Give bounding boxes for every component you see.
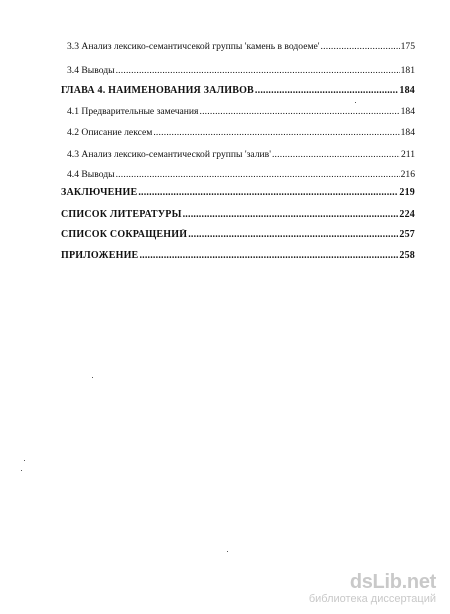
toc-chapter-page: 224	[399, 209, 415, 220]
toc-leader-dots	[255, 85, 398, 97]
toc-entry-label: 3.3 Анализ лексико-семантичсекой группы 'камень в водоеме'	[67, 41, 320, 52]
toc-chapter-label: СПИСОК СОКРАЩЕНИЙ	[61, 229, 188, 240]
toc-chapter-page: 219	[399, 187, 415, 198]
toc-chapter-label: СПИСОК ЛИТЕРАТУРЫ	[61, 209, 182, 220]
toc-leader-dots	[321, 41, 400, 53]
scan-speck	[21, 470, 22, 471]
toc-entry-page: 211	[400, 149, 415, 160]
toc-leader-dots	[183, 209, 399, 221]
toc-entry-label: 4.4 Выводы	[67, 169, 115, 180]
toc-entry-page: 184	[400, 106, 415, 117]
toc-entry-page: 181	[400, 65, 415, 76]
toc-entry-label: 3.4 Выводы	[67, 65, 115, 76]
toc-entry-page: 216	[400, 169, 415, 180]
toc-entry-label: 4.3 Анализ лексико-семантической группы 'залив'	[67, 149, 271, 160]
scan-speck	[355, 102, 356, 103]
toc-leader-dots	[138, 187, 398, 199]
toc-chapter-page: 257	[399, 229, 415, 240]
toc-conclusion[interactable]	[61, 187, 415, 199]
watermark-tagline: библиотека диссертаций	[308, 593, 436, 605]
toc-chapter-label: ГЛАВА 4. НАИМЕНОВАНИЯ ЗАЛИВОВ	[61, 85, 254, 96]
toc-leader-dots	[116, 65, 400, 77]
toc-leader-dots	[199, 106, 399, 118]
toc-appendix[interactable]	[61, 250, 415, 262]
toc-entry-3-3[interactable]	[67, 41, 415, 53]
toc-entry-4-1[interactable]	[67, 106, 415, 118]
toc-chapter-label: ПРИЛОЖЕНИЕ	[61, 250, 139, 261]
toc-entry-page: 184	[400, 127, 415, 138]
toc-entry-4-2[interactable]	[67, 127, 415, 139]
toc-chapter-page: 258	[399, 250, 415, 261]
scan-speck	[92, 377, 93, 378]
watermark	[309, 571, 436, 606]
scan-speck	[227, 551, 228, 552]
toc-leader-dots	[272, 149, 400, 161]
scan-speck	[24, 460, 25, 461]
toc-leader-dots	[116, 169, 400, 181]
toc-abbreviations[interactable]	[61, 229, 415, 241]
toc-entry-4-3[interactable]	[67, 149, 415, 161]
toc-entry-page: 175	[400, 41, 415, 52]
toc-leader-dots	[139, 250, 398, 262]
toc-entry-label: 4.1 Предварительные замечания	[67, 106, 199, 117]
toc-chapter-label: ЗАКЛЮЧЕНИЕ	[61, 187, 138, 198]
toc-entry-3-4[interactable]	[67, 65, 415, 77]
watermark-logo: dsLib.net	[349, 571, 436, 593]
toc-leader-dots	[188, 229, 398, 241]
toc-bibliography[interactable]	[61, 209, 415, 221]
toc-entry-label: 4.2 Описание лексем	[67, 127, 153, 138]
toc-chapter-4[interactable]	[61, 85, 415, 97]
toc-leader-dots	[153, 127, 399, 139]
toc-entry-4-4[interactable]	[67, 169, 415, 181]
toc-chapter-page: 184	[399, 85, 415, 96]
